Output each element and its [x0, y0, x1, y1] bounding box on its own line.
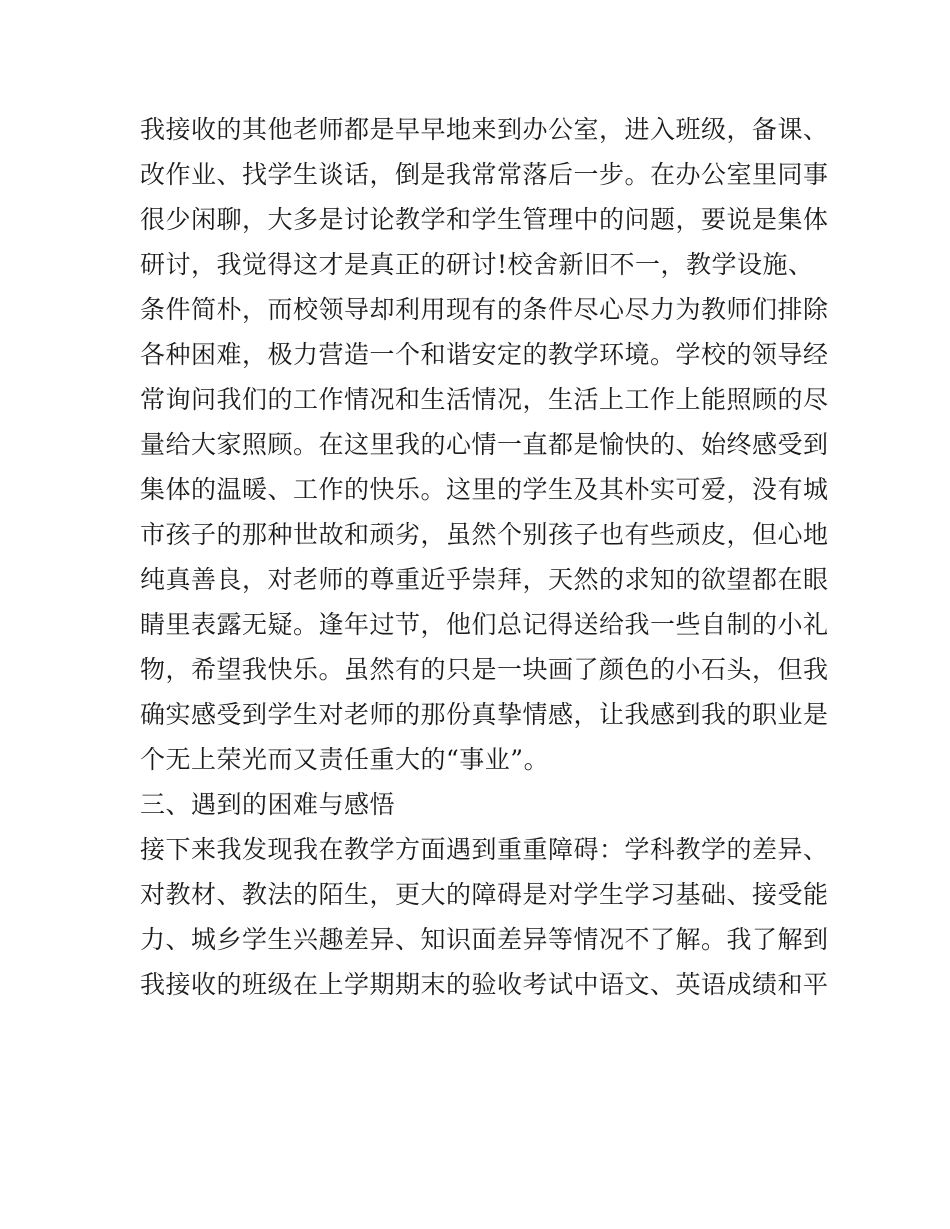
text-line: 量给大家照顾。在这里我的心情一直都是愉快的、始终感受到 [140, 430, 829, 459]
text-line: 个无上荣光而又责任重大的“事业”。 [140, 745, 550, 774]
text-line: 我接收的其他老师都是早早地来到办公室，进入班级，备课、 [140, 115, 829, 144]
text-line: 接下来我发现我在教学方面遇到重重障碍：学科教学的差异、 [140, 835, 829, 864]
text-line: 睛里表露无疑。逢年过节，他们总记得送给我一些自制的小礼 [140, 610, 829, 639]
body-text [140, 107, 829, 1007]
text-line: 研讨，我觉得这才是真正的研讨!校舍新旧不一，教学设施、 [140, 250, 814, 279]
text-line: 纯真善良，对老师的尊重近乎崇拜，天然的求知的欲望都在眼 [140, 565, 829, 594]
text-line: 改作业、找学生谈话，倒是我常常落后一步。在办公室里同事 [140, 160, 829, 189]
text-line: 力、城乡学生兴趣差异、知识面差异等情况不了解。我了解到 [140, 925, 829, 954]
text-line: 集体的温暖、工作的快乐。这里的学生及其朴实可爱，没有城 [140, 475, 829, 504]
text-line: 很少闲聊，大多是讨论教学和学生管理中的问题，要说是集体 [140, 205, 829, 234]
text-line: 确实感受到学生对老师的那份真挚情感，让我感到我的职业是 [140, 700, 829, 729]
text-line: 各种困难，极力营造一个和谐安定的教学环境。学校的领导经 [140, 340, 829, 369]
text-line: 物，希望我快乐。虽然有的只是一块画了颜色的小石头，但我 [140, 655, 829, 684]
section-heading: 三、遇到的困难与感悟 [140, 790, 396, 819]
text-line: 市孩子的那种世故和顽劣，虽然个别孩子也有些顽皮，但心地 [140, 520, 829, 549]
text-line: 常询问我们的工作情况和生活情况，生活上工作上能照顾的尽 [140, 385, 829, 414]
text-line: 对教材、教法的陌生，更大的障碍是对学生学习基础、接受能 [140, 880, 829, 909]
text-line: 条件简朴，而校领导却利用现有的条件尽心尽力为教师们排除 [140, 295, 829, 324]
text-line: 我接收的班级在上学期期末的验收考试中语文、英语成绩和平 [140, 970, 829, 999]
